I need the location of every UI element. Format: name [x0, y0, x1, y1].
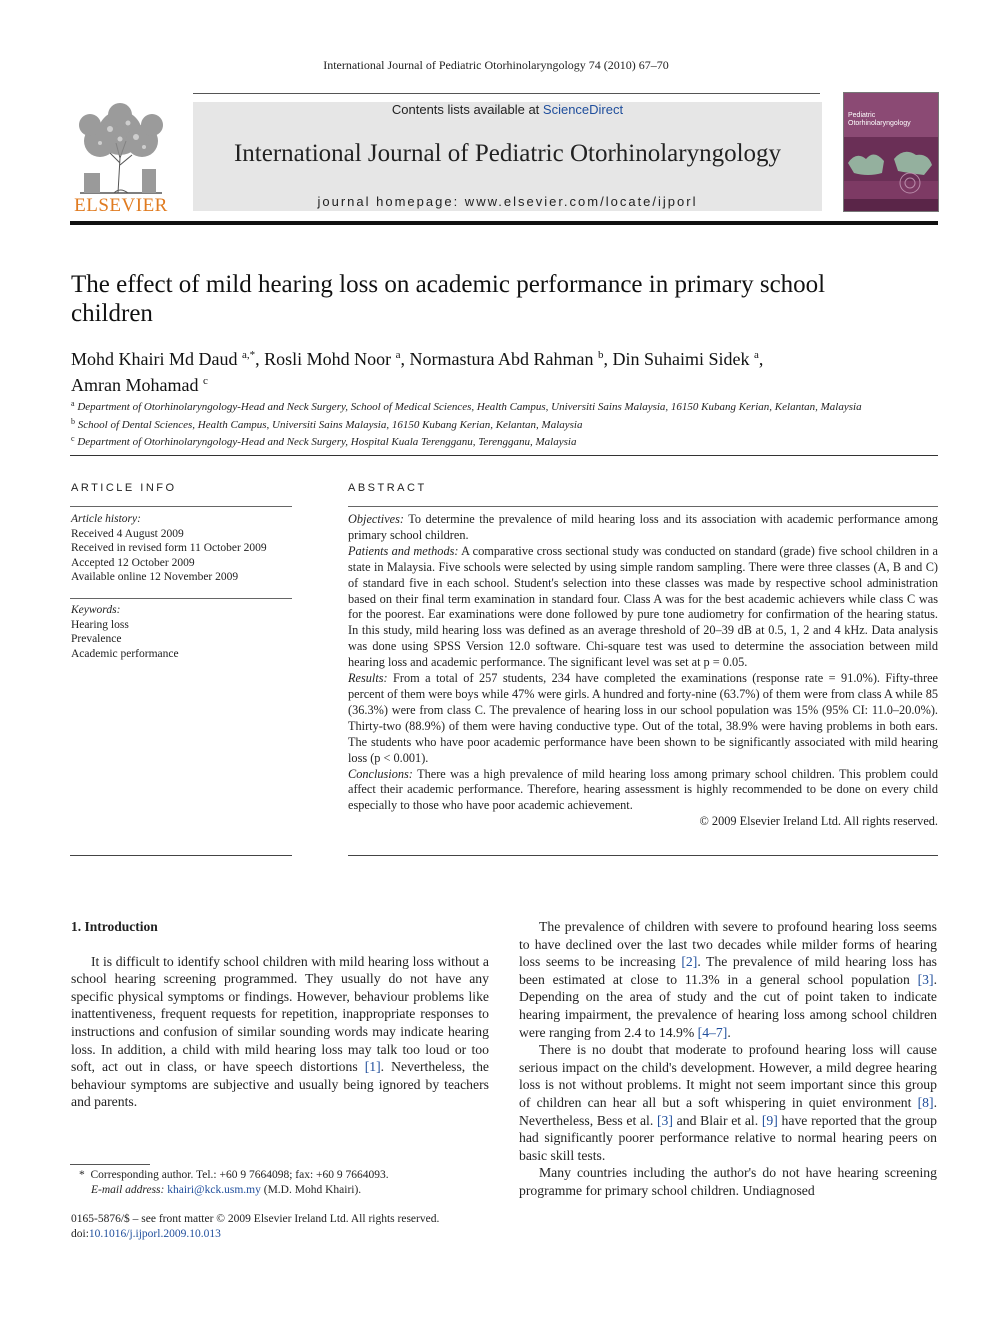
body-right-column: [519, 918, 937, 1200]
abstract-results: Results: From a total of 257 students, 234 have completed the examinations (response rate = 91.0%). Fifty-three percent of them were boys while 47% were girls. A hundred and forty-nine (63.7%) of them were from class A while 85 (36.3%) were from class C. The prevalence of hearing loss in our school population was 15% (95% CI: 11.0–20.0%). Thirty-two (88.9%) of them were having conductive type. Out of the total, 38.9% were having problems in both ears. The students who have poor academic performance have been shown to be significantly associated with mild hearing loss (p < 0.001).: [348, 671, 938, 765]
contents-prefix: Contents lists available at: [391, 102, 543, 117]
issn-line: 0165-5876/$ – see front matter © 2009 Elsevier Ireland Ltd. All rights reserved.: [71, 1213, 440, 1225]
footnote-corresponding: * Corresponding author. Tel.: +60 9 7664098; fax: +60 9 7664093. E-mail address: khairi@kck.usm.my (M.D. Mohd Khairi).: [79, 1169, 389, 1196]
affiliation-list: [71, 397, 941, 450]
history-online: Available online 12 November 2009: [71, 571, 239, 583]
abstract-bottom-rule: [348, 855, 938, 856]
keywords-label: Keywords:: [71, 604, 121, 616]
journal-cover-image: [844, 93, 938, 211]
article-info-rule: [70, 506, 292, 507]
article-history: [71, 512, 293, 585]
ref-link[interactable]: [8]: [917, 1094, 934, 1110]
abstract-objectives: Objectives: To determine the prevalence of mild hearing loss and its association with academic performance among primary school children.: [348, 512, 938, 542]
journal-banner: [193, 102, 822, 211]
author-3[interactable]: Normastura Abd Rahman $^b$,: [409, 349, 613, 369]
elsevier-wordmark: ELSEVIER: [74, 195, 168, 216]
article-info-bottom-rule: [70, 855, 292, 856]
keyword-item: Academic performance: [71, 647, 179, 660]
abstract-methods: Patients and methods: A comparative cross sectional study was conducted on standard (grade) five school children in a state in Malaysia. Five schools were selected by using simple random sampling. There were three classes (A, B and C) of standard five in each school. Student's selection into these classes was made by respective school administration based on their final term examination in standard four. Class A was for the best academic achievers while class C was for the poorest. Ear examinations were done followed by pure tone audiometry for confirmation of the hearing status. In this study, mild hearing loss was defined as an average threshold of 20–39 dB at 0.5, 1, 2 and 4 kHz. Data analysis was done using SPSS Version 12.0 software. Chi-square test was used to determine the association between mild hearing loss and academic performance. The significant level was set at p = 0.05.: [348, 543, 938, 670]
ref-link[interactable]: [2]: [681, 954, 698, 970]
journal-homepage[interactable]: journal homepage: www.elsevier.com/locate/ijporl: [317, 194, 698, 209]
sciencedirect-link[interactable]: ScienceDirect: [542, 102, 624, 117]
affiliation-b: $^b$ School of Dental Sciences, Health Campus, Universiti Sains Malaysia, 16150 Kubang Kerian, Kelantan, Malaysia: [71, 416, 583, 431]
elsevier-logo: [70, 103, 172, 216]
abstract-body: [348, 512, 938, 830]
keywords-rule: [70, 598, 292, 599]
ref-link[interactable]: [3]: [657, 1112, 673, 1128]
author-list: [71, 344, 931, 396]
keyword-item: Hearing loss: [71, 618, 129, 631]
doi-link[interactable]: 10.1016/j.ijporl.2009.10.013: [88, 1227, 221, 1240]
contents-line: [193, 102, 822, 117]
header-top-rule: [193, 93, 820, 94]
history-received: Received 4 August 2009: [71, 527, 184, 540]
affiliation-c: $^c$ Department of Otorhinolaryngology-Head and Neck Surgery, Hospital Kuala Terengganu, Terengganu, Malaysia: [71, 434, 577, 448]
ref-link[interactable]: [4–7]: [697, 1024, 728, 1040]
footnote-front-matter: [71, 1212, 501, 1241]
ref-link[interactable]: [1]: [364, 1059, 381, 1075]
footnote-rule: [70, 1164, 150, 1165]
right-paragraph-1: The prevalence of children with severe to profound hearing loss seems to have declined over the last two decades while milder forms of hearing loss seems to be increasing [2]. The prevalence of mild hearing loss has been estimated at close to 11.3% in a general school population [3]. Depending on the area of study and the cut of point taken to indicate hearing impairment, the prevalence of hearing loss among school children were ranging from 2.4 to 14.9% [4–7].: [519, 919, 937, 1040]
journal-title: International Journal of Pediatric Otorhinolaryngology: [233, 140, 782, 167]
journal-citation: International Journal of Pediatric Otorhinolaryngology 74 (2010) 67–70: [323, 58, 669, 72]
author-2[interactable]: Rosli Mohd Noor $^a$,: [264, 349, 410, 369]
keyword-item: Prevalence: [71, 633, 122, 645]
cover-title: Pediatric Otorhinolaryngology: [848, 112, 911, 127]
right-paragraph-2: There is no doubt that moderate to profound hearing loss will cause serious impact on the child's development. However, a mild degree hearing loss is not without problems. It might not seem important since this group of children can hear all but a soft whispering in quiet environment [8]. Nevertheless, Bess et al. [3] and Blair et al. [9] have reported that the group had significantly poorer performance relative to normal hearing peers on basic skill tests.: [519, 1042, 937, 1163]
section-heading-introduction: 1. Introduction: [71, 919, 158, 934]
email-link[interactable]: khairi@kck.usm.my: [167, 1183, 261, 1196]
abstract-copyright: © 2009 Elsevier Ireland Ltd. All rights reserved.: [699, 814, 938, 829]
body-left-column: [71, 918, 489, 1111]
header-bottom-rule: [70, 221, 938, 225]
article-title: The effect of mild hearing loss on academic performance in primary school children: [71, 271, 826, 327]
affiliation-a: $^a$ Department of Otorhinolaryngology-Head and Neck Surgery, School of Medical Sciences, Health Campus, Universiti Sains Malaysia, 16150 Kubang Kerian, Kelantan, Malaysia: [71, 399, 862, 413]
history-revised: Received in revised form 11 October 2009: [71, 542, 267, 554]
abstract-heading: ABSTRACT: [348, 482, 427, 494]
journal-cover: [843, 92, 939, 212]
abstract-rule: [348, 506, 938, 507]
abstract-conclusions: Conclusions: There was a high prevalence of mild hearing loss among primary school children. This problem could affect their academic performance. Therefore, hearing assessment is highly recommended to be done on every child especially to those who have poor academic achievement.: [348, 766, 938, 813]
history-accepted: Accepted 12 October 2009: [71, 556, 195, 569]
doi-line: doi:10.1016/j.ijporl.2009.10.013: [71, 1227, 221, 1240]
author-1[interactable]: Mohd Khairi Md Daud $^{a,*}$,: [71, 349, 265, 369]
keywords-block: [71, 603, 293, 661]
affiliation-rule: [70, 455, 938, 456]
right-paragraph-3: Many countries including the author's do not have hearing screening programme for primary school children. Undiagnosed: [519, 1165, 937, 1198]
ref-link[interactable]: [3]: [917, 971, 934, 987]
article-history-label: Article history:: [71, 513, 141, 525]
intro-paragraph-1: It is difficult to identify school children with mild hearing loss without a school hearing screening programmed. They usually do not have any specific physical symptoms or findings. However, behaviour problems like inattentiveness, frequent requests for repetition, inappropriate responses to instructions and confusion of similar sounding words may indicate hearing loss. In addition, a child with mild hearing loss may talk too loud or too soft, act out in class, or have speech distortions [1]. Nevertheless, the behaviour symptoms are subjective and usually being ignored by teachers and parents.: [71, 953, 489, 1110]
footnote-star: *: [79, 1169, 85, 1181]
article-info-heading: ARTICLE INFO: [71, 482, 177, 494]
author-5[interactable]: Amran Mohamad $^c$: [71, 375, 208, 395]
ref-link[interactable]: [9]: [761, 1112, 778, 1128]
author-4[interactable]: Din Suhaimi Sidek $^a$,: [612, 349, 764, 369]
elsevier-tree-icon: [70, 103, 172, 195]
